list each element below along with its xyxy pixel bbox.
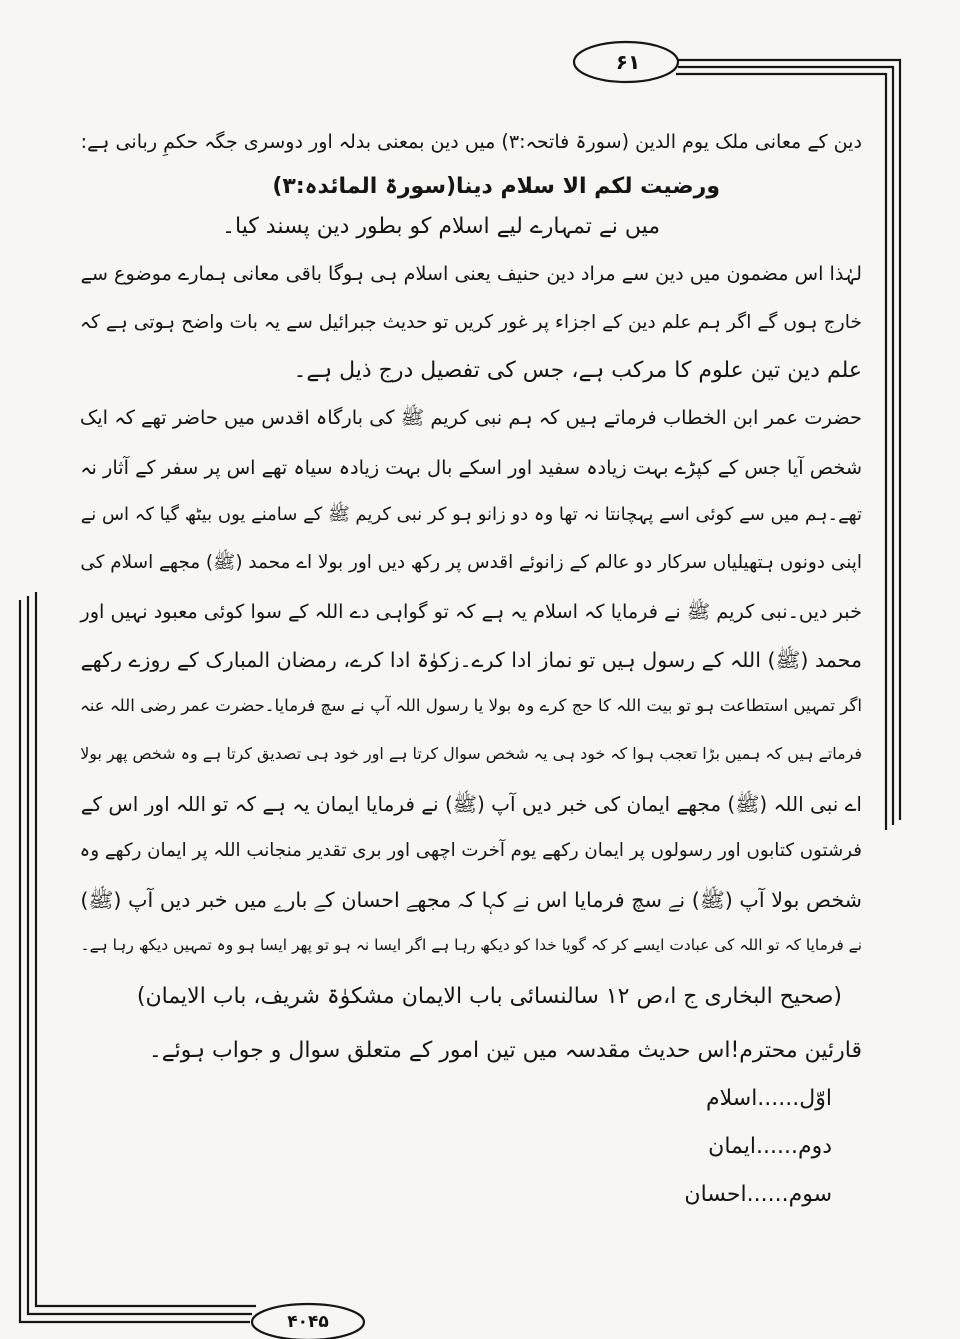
list-item: اوّل......اسلام bbox=[706, 1086, 832, 1111]
footer-code: ۴۰۴۵ bbox=[287, 1312, 329, 1332]
paragraph-line: علم دین تین علوم کا مرکب ہے، جس کی تفصیل درج ذیل ہے۔ bbox=[293, 358, 862, 383]
paragraph-line: شخص بولا آپ (ﷺ) نے سچ فرمایا اس نے کہا کہ مجھے احسان کے بارے میں خبر دیں آپ (ﷺ) bbox=[80, 888, 862, 912]
intro-line: دین کے معانی ملک یوم الدین (سورۃ فاتحہ:۳) میں دین بمعنی بدلہ اور دوسری جگہ حکمِ ربانی ہے: bbox=[80, 130, 862, 153]
page-number: ۶۱ bbox=[615, 50, 641, 74]
paragraph-line: اگر تمہیں استطاعت ہو تو بیت اللہ کا حج کرے وہ بولا یا رسول اللہ آپ نے سچ فرمایا۔حضرت عمر رضی اللہ عنہ bbox=[79, 696, 862, 715]
paragraph-line: محمد (ﷺ) اللہ کے رسول ہیں تو نماز ادا کرے۔زکوٰۃ ادا کرے، رمضان المبارک کے روزے رکھے bbox=[80, 648, 862, 672]
list-item: سوم......احسان bbox=[684, 1182, 832, 1207]
paragraph-line: فرماتے ہیں کہ ہمیں بڑا تعجب ہوا کہ خود ہی یہ شخص سوال کرتا ہے اور خود ہی تصدیق کرتا ہے وہ شخص پھر بولا bbox=[80, 744, 862, 763]
paragraph-line: حضرت عمر ابن الخطاب فرماتے ہیں کہ ہم نبی کریم ﷺ کی بارگاہ اقدس میں حاضر تھے کہ ایک bbox=[79, 406, 862, 429]
paragraph-line: شخص آیا جس کے کپڑے بہت زیادہ سفید اور اسکے بال بہت زیادہ سیاہ تھے اس پر سفر کے آثار نہ bbox=[80, 456, 862, 479]
reference: (صحیح البخاری ج ا،ص ۱۲ سالنسائی باب الایمان مشکوٰۃ شریف، باب الایمان) bbox=[136, 984, 842, 1009]
paragraph-line: تھے۔ہم میں سے کوئی اسے پہچانتا نہ تھا وہ دو زانو ہو کر نبی کریم ﷺ کے سامنے یوں بیٹھ گیا کہ اس نے bbox=[80, 504, 862, 525]
translation-line: میں نے تمہارے لیے اسلام کو بطور دین پسند کیا۔ bbox=[222, 214, 660, 239]
paragraph-line: نے فرمایا کہ تو اللہ کی عبادت ایسے کر کہ گویا خدا کو دیکھ رہا ہے اگر ایسا نہ ہو تو پھر ایسا ہو وہ تمہیں دیکھ رہا ہے۔ bbox=[80, 936, 862, 954]
ayah-line: ورضیت لکم الا سلام دینا(سورۃ المائدہ:۳) bbox=[272, 174, 720, 199]
paragraph-line: فرشتوں کتابوں اور رسولوں پر ایمان رکھے یوم آخرت اچھی اور بری تقدیر منجانب اللہ پر ایمان رکھے وہ bbox=[79, 840, 862, 861]
closing-line: قارئین محترم!اس حدیث مقدسہ میں تین امور کے متعلق سوال و جواب ہوئے۔ bbox=[148, 1038, 862, 1063]
paragraph-line: لہٰذا اس مضمون میں دین سے مراد دین حنیف یعنی اسلام ہی ہوگا باقی معانی ہمارے موضوع سے bbox=[80, 262, 862, 285]
paragraph-line: اے نبی اللہ (ﷺ) مجھے ایمان کی خبر دیں آپ (ﷺ) نے فرمایا ایمان یہ ہے کہ تو اللہ اور اس کے bbox=[80, 792, 862, 816]
list-item: دوم......ایمان bbox=[708, 1134, 832, 1159]
paragraph-line: خبر دیں۔نبی کریم ﷺ نے فرمایا کہ اسلام یہ ہے کہ تو گواہی دے اللہ کے سوا کوئی معبود نہیں اور bbox=[80, 600, 862, 623]
paragraph-line: اپنی دونوں ہتھیلیاں سرکار دو عالم کے زانوئے اقدس پر رکھ دیں اور بولا اے محمد (ﷺ) مجھے اسلام کی bbox=[80, 552, 862, 573]
paragraph-line: خارج ہوں گے اگر ہم علم دین کے اجزاء پر غور کریں تو حدیث جبرائیل سے یہ بات واضح ہوتی ہے کہ bbox=[80, 312, 862, 333]
